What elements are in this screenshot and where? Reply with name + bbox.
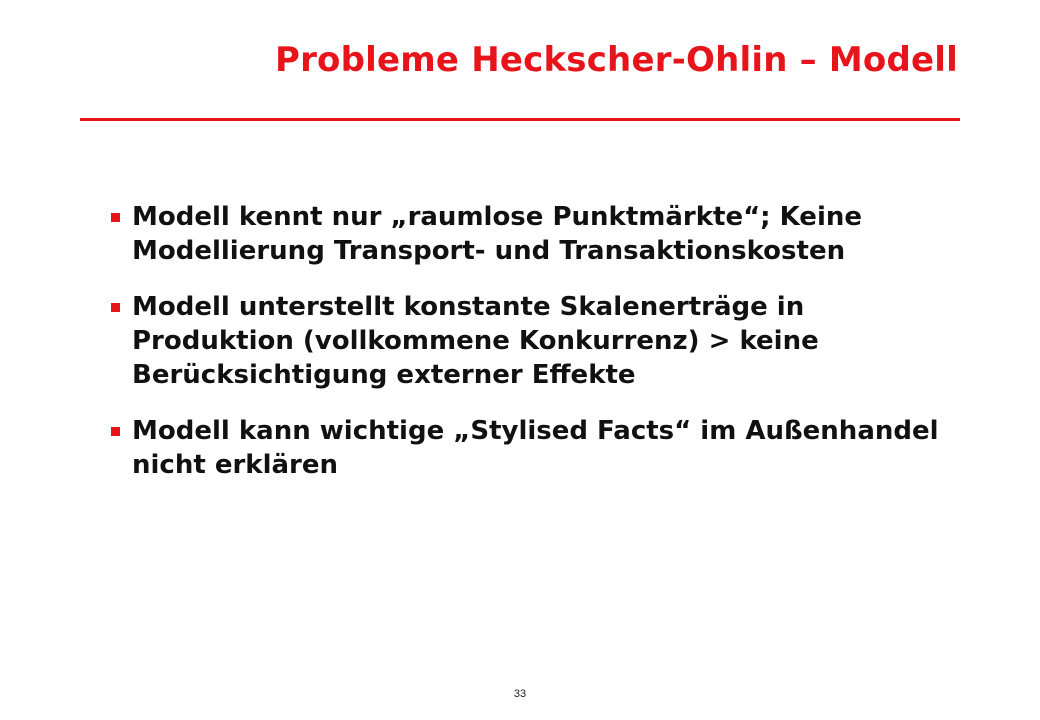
slide-title: Probleme Heckscher-Ohlin – Modell bbox=[274, 40, 958, 80]
bullet-text: Modell kennt nur „raumlose Punktmärkte“; Keine Modellierung Transport- und Transaktionskosten bbox=[132, 202, 862, 266]
bullet-text: Modell unterstellt konstante Skalenerträge in Produktion (vollkommene Konkurrenz) > keine Berücksichtigung externer Effekte bbox=[132, 292, 819, 390]
page-number: 33 bbox=[513, 688, 527, 700]
bullet-item bbox=[108, 200, 968, 268]
bullet-text: Modell kann wichtige „Stylised Facts“ im Außenhandel nicht erklären bbox=[132, 416, 939, 480]
square-bullet-icon bbox=[111, 303, 120, 312]
square-bullet-icon bbox=[111, 427, 120, 436]
bullet-list bbox=[108, 200, 968, 504]
square-bullet-icon bbox=[111, 213, 120, 222]
bullet-item bbox=[108, 414, 968, 482]
title-divider bbox=[80, 118, 960, 121]
bullet-item bbox=[108, 290, 968, 392]
